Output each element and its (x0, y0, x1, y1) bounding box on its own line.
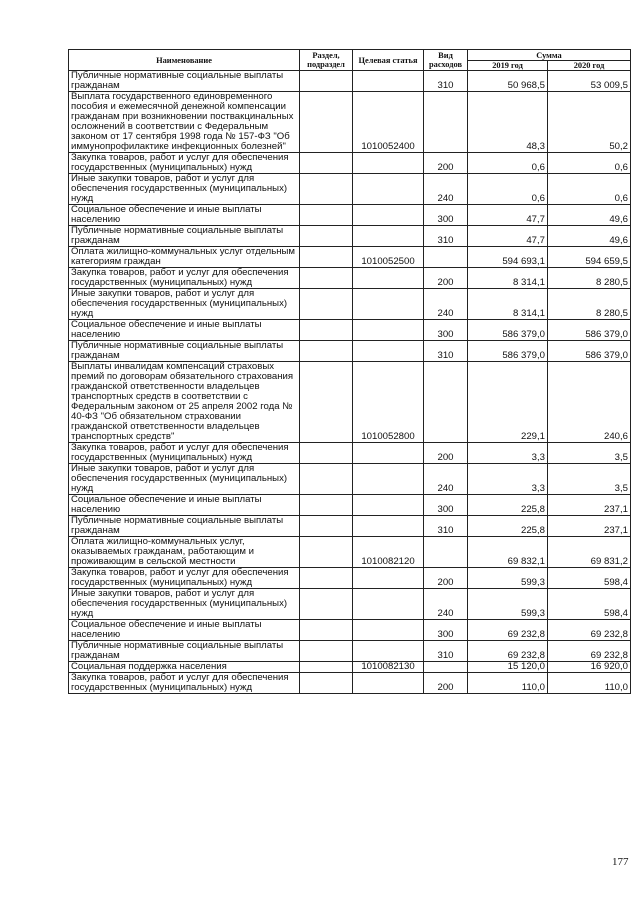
cell-section (300, 226, 353, 247)
cell-target (353, 205, 424, 226)
cell-target: 1010052500 (353, 247, 424, 268)
cell-type: 310 (424, 226, 468, 247)
cell-name: Публичные нормативные социальные выплаты гражданам (69, 71, 300, 92)
cell-target (353, 641, 424, 662)
cell-name: Оплата жилищно-коммунальных услуг, оказываемых гражданам, работающим и проживающим в сельской местности (69, 537, 300, 568)
cell-type: 200 (424, 673, 468, 694)
cell-section (300, 641, 353, 662)
header-name: Наименование (69, 50, 300, 71)
budget-table (68, 49, 631, 694)
cell-target: 1010052400 (353, 92, 424, 153)
cell-2020: 3,5 (548, 443, 631, 464)
cell-section (300, 662, 353, 673)
cell-2019: 599,3 (468, 589, 548, 620)
cell-2019: 586 379,0 (468, 341, 548, 362)
cell-2019: 225,8 (468, 516, 548, 537)
table-row (69, 641, 631, 662)
cell-section (300, 516, 353, 537)
cell-2019: 47,7 (468, 226, 548, 247)
table-row (69, 516, 631, 537)
table-header (69, 50, 631, 71)
table-row (69, 247, 631, 268)
cell-2020: 586 379,0 (548, 341, 631, 362)
cell-2020: 0,6 (548, 174, 631, 205)
cell-2019: 229,1 (468, 362, 548, 443)
cell-type: 310 (424, 341, 468, 362)
cell-2020: 8 280,5 (548, 268, 631, 289)
table-body (69, 71, 631, 694)
cell-section (300, 268, 353, 289)
cell-section (300, 495, 353, 516)
cell-section (300, 341, 353, 362)
cell-target (353, 174, 424, 205)
cell-2020: 49,6 (548, 226, 631, 247)
table-row (69, 443, 631, 464)
cell-2020: 53 009,5 (548, 71, 631, 92)
cell-2020: 69 232,8 (548, 620, 631, 641)
cell-section (300, 589, 353, 620)
cell-type: 240 (424, 589, 468, 620)
cell-target (353, 226, 424, 247)
header-sum: Сумма (468, 50, 631, 61)
cell-type (424, 537, 468, 568)
cell-name: Закупка товаров, работ и услуг для обеспечения государственных (муниципальных) нужд (69, 268, 300, 289)
cell-2020: 598,4 (548, 589, 631, 620)
cell-section (300, 673, 353, 694)
cell-2019: 594 693,1 (468, 247, 548, 268)
cell-2020: 598,4 (548, 568, 631, 589)
cell-type: 200 (424, 443, 468, 464)
table-row (69, 268, 631, 289)
cell-2020: 49,6 (548, 205, 631, 226)
cell-target (353, 464, 424, 495)
cell-target: 1010082120 (353, 537, 424, 568)
cell-2019: 0,6 (468, 153, 548, 174)
cell-type: 200 (424, 268, 468, 289)
table-row (69, 341, 631, 362)
cell-type (424, 92, 468, 153)
cell-2020: 240,6 (548, 362, 631, 443)
cell-name: Публичные нормативные социальные выплаты гражданам (69, 516, 300, 537)
cell-2020: 16 920,0 (548, 662, 631, 673)
cell-type: 240 (424, 174, 468, 205)
cell-section (300, 464, 353, 495)
cell-2019: 3,3 (468, 443, 548, 464)
cell-type: 310 (424, 71, 468, 92)
table-row (69, 620, 631, 641)
cell-name: Иные закупки товаров, работ и услуг для обеспечения государственных (муниципальных) нужд (69, 289, 300, 320)
cell-name: Социальное обеспечение и иные выплаты населению (69, 320, 300, 341)
cell-name: Публичные нормативные социальные выплаты гражданам (69, 226, 300, 247)
table-row (69, 537, 631, 568)
cell-section (300, 537, 353, 568)
cell-type (424, 247, 468, 268)
table-row (69, 362, 631, 443)
cell-name: Закупка товаров, работ и услуг для обеспечения государственных (муниципальных) нужд (69, 153, 300, 174)
cell-2019: 47,7 (468, 205, 548, 226)
cell-name: Иные закупки товаров, работ и услуг для обеспечения государственных (муниципальных) нужд (69, 589, 300, 620)
cell-type: 300 (424, 205, 468, 226)
cell-target: 1010082130 (353, 662, 424, 673)
cell-section (300, 289, 353, 320)
cell-2020: 50,2 (548, 92, 631, 153)
cell-2019: 225,8 (468, 495, 548, 516)
cell-2019: 50 968,5 (468, 71, 548, 92)
cell-target (353, 673, 424, 694)
table-row (69, 174, 631, 205)
cell-name: Публичные нормативные социальные выплаты гражданам (69, 641, 300, 662)
cell-name: Социальное обеспечение и иные выплаты населению (69, 205, 300, 226)
cell-target (353, 443, 424, 464)
cell-2019: 8 314,1 (468, 289, 548, 320)
table-row (69, 673, 631, 694)
cell-target (353, 71, 424, 92)
cell-2020: 69 232,8 (548, 641, 631, 662)
cell-name: Иные закупки товаров, работ и услуг для обеспечения государственных (муниципальных) нужд (69, 464, 300, 495)
table-row (69, 589, 631, 620)
cell-2020: 594 659,5 (548, 247, 631, 268)
table-row (69, 226, 631, 247)
cell-2019: 69 832,1 (468, 537, 548, 568)
cell-type: 310 (424, 641, 468, 662)
cell-section (300, 362, 353, 443)
cell-2020: 3,5 (548, 464, 631, 495)
cell-target (353, 153, 424, 174)
cell-target: 1010052800 (353, 362, 424, 443)
table-row (69, 464, 631, 495)
header-2020: 2020 год (548, 61, 631, 71)
cell-section (300, 174, 353, 205)
table-row (69, 92, 631, 153)
cell-name: Оплата жилищно-коммунальных услуг отдельным категориям граждан (69, 247, 300, 268)
table-row (69, 289, 631, 320)
cell-name: Социальное обеспечение и иные выплаты населению (69, 620, 300, 641)
cell-name: Социальное обеспечение и иные выплаты населению (69, 495, 300, 516)
cell-name: Социальная поддержка населения (69, 662, 300, 673)
cell-section (300, 153, 353, 174)
cell-2019: 69 232,8 (468, 641, 548, 662)
cell-name: Публичные нормативные социальные выплаты гражданам (69, 341, 300, 362)
table-row (69, 71, 631, 92)
cell-2019: 69 232,8 (468, 620, 548, 641)
header-target: Целевая статья (353, 50, 424, 71)
cell-type: 200 (424, 153, 468, 174)
cell-2020: 69 831,2 (548, 537, 631, 568)
cell-section (300, 568, 353, 589)
cell-2019: 3,3 (468, 464, 548, 495)
cell-section (300, 247, 353, 268)
cell-target (353, 320, 424, 341)
table-row (69, 320, 631, 341)
cell-target (353, 516, 424, 537)
table-row (69, 495, 631, 516)
cell-2019: 15 120,0 (468, 662, 548, 673)
cell-2019: 599,3 (468, 568, 548, 589)
cell-target (353, 268, 424, 289)
table-row (69, 153, 631, 174)
cell-target (353, 495, 424, 516)
cell-2020: 237,1 (548, 516, 631, 537)
cell-target (353, 568, 424, 589)
header-2019: 2019 год (468, 61, 548, 71)
cell-2019: 8 314,1 (468, 268, 548, 289)
cell-2020: 0,6 (548, 153, 631, 174)
table-row (69, 568, 631, 589)
table-row (69, 662, 631, 673)
cell-type: 200 (424, 568, 468, 589)
cell-type: 310 (424, 516, 468, 537)
cell-2020: 8 280,5 (548, 289, 631, 320)
budget-table-sheet (68, 49, 630, 694)
cell-section (300, 443, 353, 464)
cell-type: 240 (424, 289, 468, 320)
cell-type (424, 662, 468, 673)
cell-name: Выплата государственного единовременного пособия и ежемесячной денежной компенсации гражданам при возникновении поствакцинальных осложнений в соответствии с Федеральным законом от 17 сентября 1998 года № 157-ФЗ "Об иммунопрофилактике инфекционных болезней" (69, 92, 300, 153)
cell-2020: 237,1 (548, 495, 631, 516)
cell-section (300, 620, 353, 641)
cell-target (353, 589, 424, 620)
cell-section (300, 320, 353, 341)
cell-target (353, 620, 424, 641)
header-section: Раздел, подраздел (300, 50, 353, 71)
cell-target (353, 341, 424, 362)
header-type: Вид расходов (424, 50, 468, 71)
cell-name: Закупка товаров, работ и услуг для обеспечения государственных (муниципальных) нужд (69, 568, 300, 589)
cell-name: Иные закупки товаров, работ и услуг для обеспечения государственных (муниципальных) нужд (69, 174, 300, 205)
cell-type: 300 (424, 620, 468, 641)
cell-name: Выплаты инвалидам компенсаций страховых премий по договорам обязательного страхования гражданской ответственности владельцев транспортных средств в соответствии с Федеральным законом от 25 апреля 2002 года № 40-ФЗ "Об обязательном страховании гражданской ответственности владельцев транспортных средств" (69, 362, 300, 443)
cell-2020: 110,0 (548, 673, 631, 694)
cell-type: 300 (424, 495, 468, 516)
cell-type (424, 362, 468, 443)
cell-2019: 110,0 (468, 673, 548, 694)
cell-name: Закупка товаров, работ и услуг для обеспечения государственных (муниципальных) нужд (69, 443, 300, 464)
cell-2019: 0,6 (468, 174, 548, 205)
cell-type: 300 (424, 320, 468, 341)
cell-type: 240 (424, 464, 468, 495)
cell-section (300, 205, 353, 226)
cell-2019: 586 379,0 (468, 320, 548, 341)
cell-2019: 48,3 (468, 92, 548, 153)
cell-section (300, 92, 353, 153)
page-number: 177 (612, 856, 629, 868)
table-row (69, 205, 631, 226)
cell-name: Закупка товаров, работ и услуг для обеспечения государственных (муниципальных) нужд (69, 673, 300, 694)
cell-section (300, 71, 353, 92)
cell-2020: 586 379,0 (548, 320, 631, 341)
cell-target (353, 289, 424, 320)
